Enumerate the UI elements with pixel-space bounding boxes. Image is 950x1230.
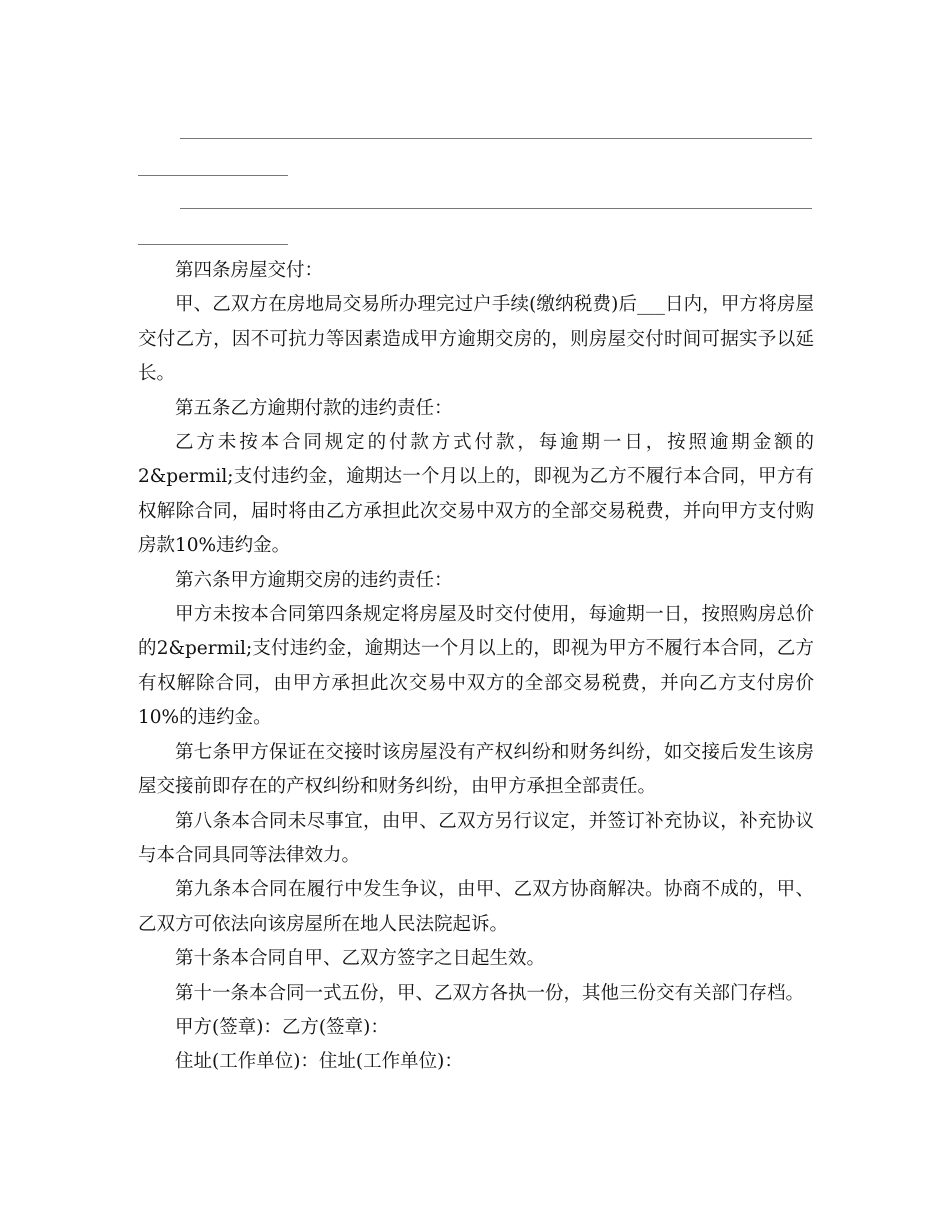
article-4-text: 甲、乙双方在房地局交易所办理完过户手续(缴纳税费)后___日内，甲方将房屋交付乙方，因不可抗力等因素造成甲方逾期交房的，则房屋交付时间可据实予以延长。 [138,294,814,385]
article-5-text: 乙方未按本合同规定的付款方式付款，每逾期一日，按照逾期金额的2&permil;支付违约金，逾期达一个月以上的，即视为乙方不履行本合同，甲方有权解除合同，届时将由乙方承担此次交易中双方的全部交易税费，并向甲方支付购房款10%违约金。 [138,432,814,557]
article-8-text: 第八条本合同未尽事宜，由甲、乙双方另行议定，并签订补充协议，补充协议与本合同具同等法律效力。 [138,810,814,866]
contract-body [138,254,814,1080]
article-6-text: 甲方未按本合同第四条规定将房屋及时交付使用，每逾期一日，按照购房总价的2&permil;支付违约金，逾期达一个月以上的，即视为甲方不履行本合同，乙方有权解除合同，由甲方承担此次交易中双方的全部交易税费，并向乙方支付房价10%的违约金。 [138,604,814,729]
article-4-heading: 第四条房屋交付： [175,260,324,281]
fill-in-line [138,175,288,176]
signature-line: 甲方(签章)：乙方(签章)： [175,1016,389,1038]
address-line: 住址(工作单位)：住址(工作单位)： [175,1051,463,1073]
article-10-text: 第十条本合同自甲、乙双方签字之日起生效。 [175,948,546,970]
article-7-text: 第七条甲方保证在交接时该房屋没有产权纠纷和财务纠纷，如交接后发生该房屋交接前即存在的产权纠纷和财务纠纷，由甲方承担全部责任。 [138,741,814,798]
article-6-heading: 第六条甲方逾期交房的违约责任： [175,569,453,591]
article-11-text: 第十一条本合同一式五份，甲、乙双方各执一份，其他三份交有关部门存档。 [175,982,805,1004]
fill-in-line [180,138,812,139]
fill-in-line [138,244,288,245]
article-5-heading: 第五条乙方逾期付款的违约责任： [175,397,453,419]
article-9-text: 第九条本合同在履行中发生争议，由甲、乙双方协商解决。协商不成的，甲、乙双方可依法向该房屋所在地人民法院起诉。 [138,879,814,935]
fill-in-line [180,208,812,209]
